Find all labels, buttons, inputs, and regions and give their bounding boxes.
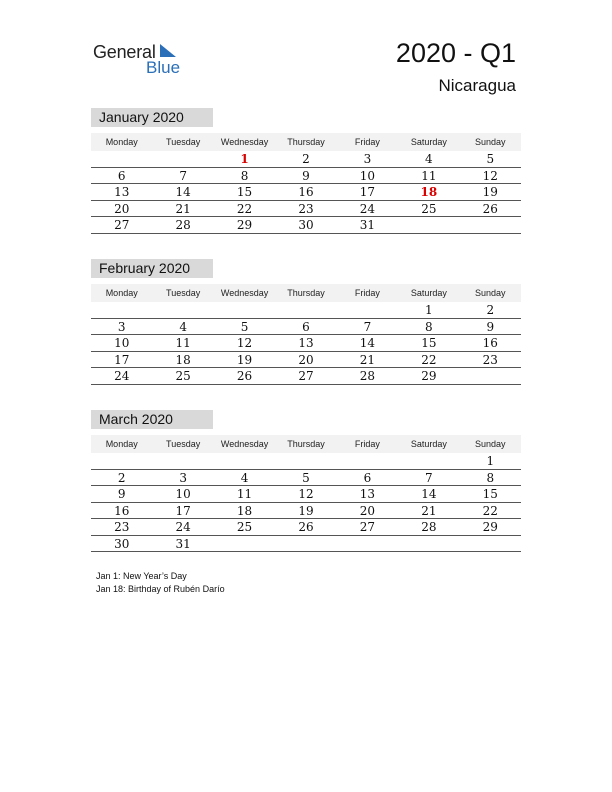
day-cell: 5 [460,151,521,168]
day-cell: 28 [337,368,398,385]
day-cell: 15 [214,184,275,201]
day-cell: 20 [275,352,336,369]
day-cell: 12 [275,486,336,503]
empty-day-cell [152,151,213,168]
day-cell: 23 [91,519,152,536]
day-cell: 3 [337,151,398,168]
weekday-header: Tuesday [152,133,213,151]
day-cell: 3 [91,319,152,336]
day-cell: 11 [398,168,459,185]
day-cell: 24 [91,368,152,385]
weekday-header: Sunday [460,435,521,453]
day-cell: 10 [337,168,398,185]
weekday-header: Thursday [275,435,336,453]
month-grid [91,133,521,234]
weekday-header: Wednesday [214,284,275,302]
day-cell: 11 [214,486,275,503]
day-cell: 6 [275,319,336,336]
day-cell: 10 [152,486,213,503]
day-cell: 8 [214,168,275,185]
day-cell: 21 [152,201,213,218]
day-cell: 14 [337,335,398,352]
weekday-header: Sunday [460,284,521,302]
empty-day-cell [337,536,398,553]
empty-day-cell [214,536,275,553]
day-cell: 22 [398,352,459,369]
day-cell: 12 [460,168,521,185]
day-cell: 15 [398,335,459,352]
day-cell: 12 [214,335,275,352]
day-cell: 14 [152,184,213,201]
day-cell: 31 [152,536,213,553]
month-block [91,108,521,234]
day-cell: 17 [91,352,152,369]
weekday-header: Wednesday [214,133,275,151]
month-grid [91,435,521,552]
day-cell: 8 [398,319,459,336]
day-cell: 28 [152,217,213,234]
weekday-header: Saturday [398,133,459,151]
empty-day-cell [275,453,336,470]
month-block [91,259,521,385]
empty-day-cell [460,368,521,385]
empty-day-cell [152,302,213,319]
month-block [91,410,521,552]
day-cell: 1 [398,302,459,319]
day-cell: 29 [398,368,459,385]
weekday-header: Friday [337,435,398,453]
day-cell: 2 [91,470,152,487]
day-cell: 27 [337,519,398,536]
empty-day-cell [460,217,521,234]
day-cell: 21 [337,352,398,369]
empty-day-cell [214,453,275,470]
day-cell: 5 [214,319,275,336]
day-cell: 22 [460,503,521,520]
empty-day-cell [398,453,459,470]
day-cell: 4 [398,151,459,168]
day-cell: 5 [275,470,336,487]
empty-day-cell [337,453,398,470]
day-cell: 24 [337,201,398,218]
day-cell: 11 [152,335,213,352]
month-name: March 2020 [91,410,213,429]
day-cell: 9 [460,319,521,336]
day-cell: 28 [398,519,459,536]
day-cell: 20 [91,201,152,218]
weekday-header: Monday [91,284,152,302]
empty-day-cell [337,302,398,319]
month-name: February 2020 [91,259,213,278]
weekday-header: Friday [337,284,398,302]
day-cell: 13 [91,184,152,201]
day-cell: 3 [152,470,213,487]
day-cell: 30 [91,536,152,553]
day-cell: 16 [460,335,521,352]
day-cell: 21 [398,503,459,520]
day-cell: 27 [91,217,152,234]
day-cell: 9 [91,486,152,503]
day-cell: 13 [337,486,398,503]
empty-day-cell [152,453,213,470]
day-cell: 14 [398,486,459,503]
holiday-note: Jan 18: Birthday of Rubén Darío [96,583,225,594]
day-cell: 26 [275,519,336,536]
month-name: January 2020 [91,108,213,127]
day-cell: 26 [214,368,275,385]
weekday-header: Thursday [275,133,336,151]
empty-day-cell [398,217,459,234]
day-cell: 25 [152,368,213,385]
day-cell: 1 [214,151,275,168]
weekday-header: Monday [91,435,152,453]
empty-day-cell [214,302,275,319]
day-cell: 30 [275,217,336,234]
day-cell: 16 [275,184,336,201]
day-cell: 31 [337,217,398,234]
weekday-header: Tuesday [152,435,213,453]
day-cell: 2 [275,151,336,168]
empty-day-cell [398,536,459,553]
day-cell: 27 [275,368,336,385]
day-cell: 15 [460,486,521,503]
day-cell: 7 [337,319,398,336]
day-cell: 7 [398,470,459,487]
weekday-header: Saturday [398,435,459,453]
weekday-header: Tuesday [152,284,213,302]
weekday-header: Friday [337,133,398,151]
empty-day-cell [275,536,336,553]
day-cell: 25 [398,201,459,218]
weekday-header: Saturday [398,284,459,302]
day-cell: 8 [460,470,521,487]
day-cell: 16 [91,503,152,520]
day-cell: 2 [460,302,521,319]
logo-triangle-icon [160,44,176,58]
country-name: Nicaragua [438,76,516,95]
day-cell: 23 [275,201,336,218]
day-cell: 10 [91,335,152,352]
day-cell: 19 [214,352,275,369]
holiday-note: Jan 1: New Year’s Day [96,571,187,581]
day-cell: 4 [214,470,275,487]
day-cell: 26 [460,201,521,218]
day-cell: 4 [152,319,213,336]
day-cell: 29 [460,519,521,536]
weekday-header: Monday [91,133,152,151]
day-cell: 6 [91,168,152,185]
logo-text-general: General [93,42,156,62]
day-cell: 13 [275,335,336,352]
empty-day-cell [460,536,521,553]
generalblue-logo [93,40,193,80]
page-title: 2020 - Q1 [395,38,516,68]
day-cell: 18 [152,352,213,369]
day-cell: 20 [337,503,398,520]
day-cell: 1 [460,453,521,470]
day-cell: 7 [152,168,213,185]
day-cell: 18 [398,184,459,201]
month-grid [91,284,521,385]
holiday-notes [96,570,225,595]
empty-day-cell [91,453,152,470]
logo-text-blue: Blue [146,58,181,77]
day-cell: 19 [460,184,521,201]
day-cell: 18 [214,503,275,520]
day-cell: 24 [152,519,213,536]
day-cell: 9 [275,168,336,185]
day-cell: 22 [214,201,275,218]
day-cell: 17 [337,184,398,201]
empty-day-cell [91,151,152,168]
empty-day-cell [91,302,152,319]
day-cell: 25 [214,519,275,536]
weekday-header: Wednesday [214,435,275,453]
day-cell: 23 [460,352,521,369]
weekday-header: Sunday [460,133,521,151]
day-cell: 6 [337,470,398,487]
day-cell: 19 [275,503,336,520]
day-cell: 29 [214,217,275,234]
empty-day-cell [275,302,336,319]
day-cell: 17 [152,503,213,520]
weekday-header: Thursday [275,284,336,302]
